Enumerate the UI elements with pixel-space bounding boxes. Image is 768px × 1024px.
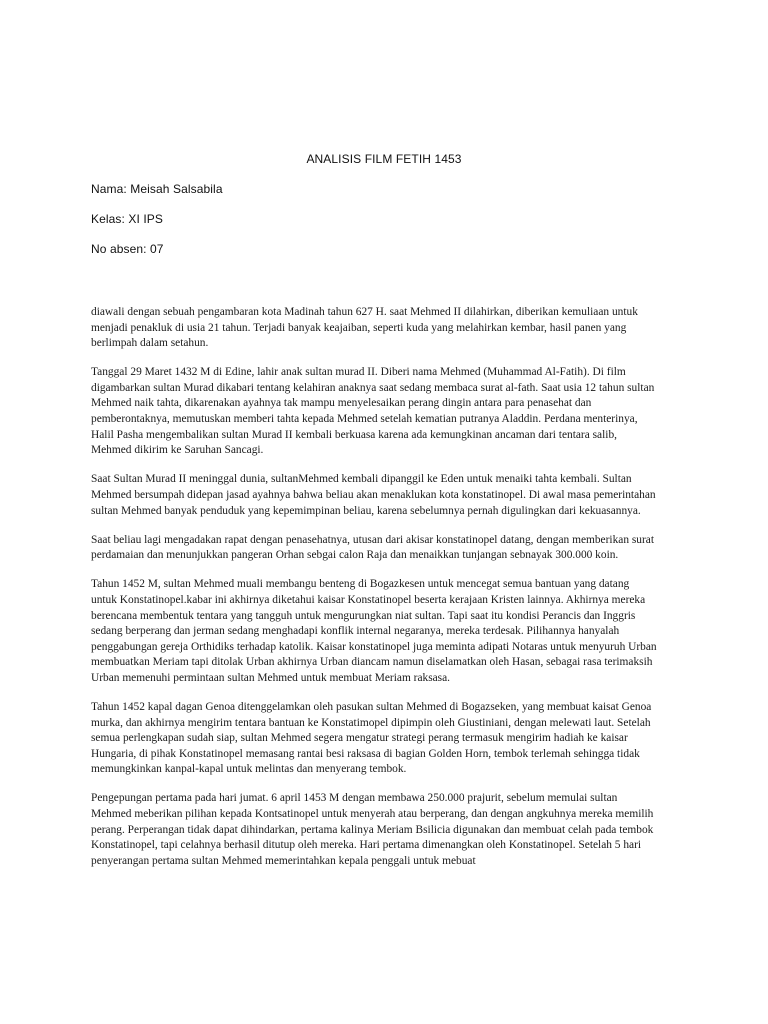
student-absen-number: No absen: 07 (91, 242, 164, 256)
paragraph: Pengepungan pertama pada hari jumat. 6 april 1453 M dengan membawa 250.000 prajurit, sebelum memulai sultan Mehmed meberikan pilihan kepada Kontsatinopel untuk menyerah atau berperang, dan dengan angkuhnya mereka memilih perang. Perperangan tidak dapat dihindarkan, pertama kalinya Meriam Bsilicia digunakan dan membuat celah pada tembok Konstatinopel, tapi celahnya berhasil ditutup oleh mereka. Hari pertama dimenangkan oleh Konstatinopel. Setelah 5 hari penyerangan pertama sultan Mehmed memerintahkan kepala penggali untuk mebuat (91, 792, 654, 867)
paragraph: Saat Sultan Murad II meninggal dunia, sultanMehmed kembali dipanggil ke Eden untuk menaiki tahta kembali. Sultan Mehmed bersumpah didepan jasad ayahnya bahwa beliau akan menaklukan kota konstatinopel. Di awal masa pemerintahan sultan Mehmed banyak penduduk yang kepemimpinan beliau, karena sebelumnya pernah digulingkan dari kekuasannya. (91, 473, 656, 517)
paragraph: Tanggal 29 Maret 1432 M di Edine, lahir anak sultan murad II. Diberi nama Mehmed (Muhammad Al-Fatih). Di film digambarkan sultan Murad dikabari tentang kelahiran anaknya saat sedang membaca surat al-fath. Saat usia 12 tahun sultan Mehmed naik tahta, dikarenakan ayahnya tak mampu menyelesaikan perang dingin antara para penasehat dan pemberontaknya, memutuskan memberi tahta kepada Mehmed setelah kematian putranya Aladdin. Perdana menterinya, Halil Pasha mengembalikan sultan Murad II kembali berkuasa karena ada kemungkinan ancaman dari tentara salib, Mehmed dikirim ke Saruhan Sancagi. (91, 366, 655, 457)
paragraph: diawali dengan sebuah pengambaran kota Madinah tahun 627 H. saat Mehmed II dilahirkan, diberikan kemuliaan untuk menjadi penakluk di usia 21 tahun. Terjadi banyak keajaiban, seperti kuda yang melahirkan kembar, hasil panen yang berlimpah dalam setahun. (91, 306, 638, 350)
student-name: Nama: Meisah Salsabila (91, 182, 223, 196)
student-class: Kelas: XI IPS (91, 212, 163, 226)
document-body (91, 305, 657, 883)
paragraph: Tahun 1452 kapal dagan Genoa ditenggelamkan oleh pasukan sultan Mehmed di Bogazseken, yang membuat kaisat Genoa murka, dan akhirnya mengirim tentara bantuan ke Konstatimopel dipimpin oleh Giustiniani, dengan melewati laut. Setelah semua perlengkapan sudah siap, sultan Mehmed segera mengatur strategi perang termasuk mengirim hadiah ke kaisar Hungaria, di pihak Konstatinopel memasang rantai besi raksasa di bagian Golden Horn, tembok terlemah sehingga tidak memungkinkan kanpal-kapal untuk melintas dan menyerang tembok. (91, 700, 652, 776)
paragraph: Tahun 1452 M, sultan Mehmed muali membangu benteng di Bogazkesen untuk mencegat semua bantuan yang datang untuk Konstatinopel.kabar ini akhirnya diketahui kaisar Konstatinopel beserta kerajaan Kristen lainnya. Akhirnya mereka berencana membentuk tentara yang tangguh untuk mengurungkan niat sultan. Tapi saat itu kondisi Perancis dan Inggris sedang berperang dan jerman sedang menghadapi konflik internal negaranya, mereka terdesak. Pilihannya hanyalah penggabungan gereja Orthidiks terhadap katolik. Kaisar konstatinopel juga meminta adipati Notaras untuk menyuruh Urban membuatkan Meriam tapi ditolak Urban akhirnya Urban diancam namun diselamatkan oleh Hasan, sebagai rasa terimaksih Urban memenuhi permintaan sultan Mehmed untuk membuat Meriam raksasa. (91, 578, 657, 684)
document-title: ANALISIS FILM FETIH 1453 (306, 152, 462, 166)
paragraph: Saat beliau lagi mengadakan rapat dengan penasehatnya, utusan dari akisar konstatinopel datang, dengan memberikan surat perdamaian dan menunjukkan pangeran Orhan sebgai calon Raja dan menaikkan tunjangan sebnayak 300.000 koin. (91, 533, 655, 562)
